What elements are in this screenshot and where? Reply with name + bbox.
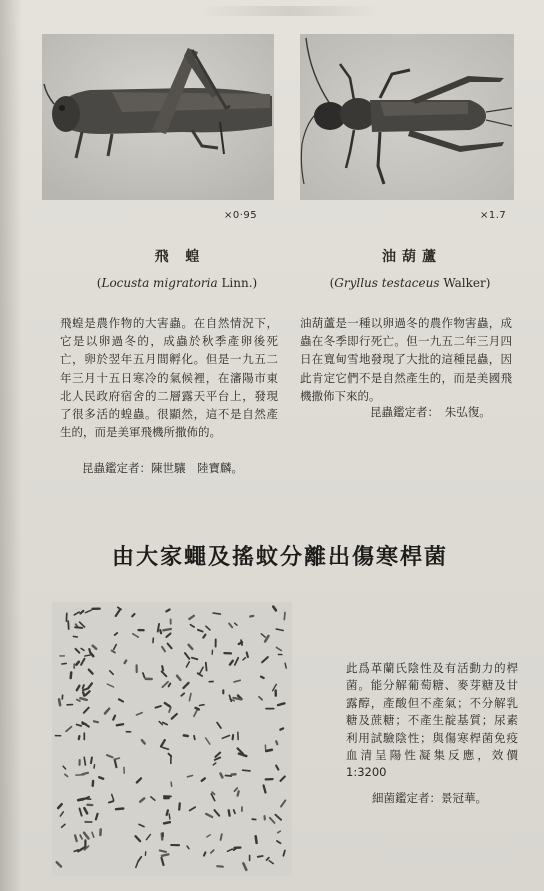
locust-binomial: Locusta migratoria [101, 276, 218, 290]
bacteria-description: 此爲革蘭氏陰性及有活動力的桿菌。能分解葡萄糖、麥芽糖及甘露醇，產酸但不產氣；不分解乳糖及蔗糖；不產生靛基質；尿素利用試驗陰性；與傷寒桿菌免疫血清呈陽性凝集反應，效價1:3200 [346, 661, 518, 780]
cricket-latin-name: (Gryllus testaceus Walker) [329, 276, 491, 290]
locust-photo [42, 34, 274, 200]
locust-latin-name: (Locusta migratoria Linn.) [96, 276, 258, 290]
bacteria-micrograph [52, 602, 292, 876]
locust-title: 飛 蝗 [154, 249, 206, 265]
page-edge-shadow [0, 0, 22, 891]
section-heading: 由大家蠅及搖蚊分離出傷寒桿菌 [111, 545, 448, 570]
bleed-through-text [200, 6, 380, 16]
cricket-photo [300, 34, 514, 200]
cricket-magnification: ×1.7 [480, 210, 507, 221]
cricket-identifier: 昆蟲鑑定者： 朱弘復。 [370, 405, 491, 419]
cricket-binomial: Gryllus testaceus [334, 276, 440, 290]
bacteria-identifier: 細菌鑑定者：景冠華。 [372, 791, 487, 805]
locust-description: 飛蝗是農作物的大害蟲。在自然情況下，它是以卵過冬的，成蟲於秋季產卵後死亡，卵於翌年五月間孵化。但是一九五二年三月十五日寒冷的氣候裡，在瀋陽市東北人民政府宿舍的二層露天平台上，發現了很多活的蝗蟲。很顯然，這不是自然產生的，而是美軍飛機所撒佈的。 [60, 316, 278, 440]
locust-identifier: 昆蟲鑑定者：陳世驤 陸寶麟。 [82, 461, 243, 475]
cricket-title: 油葫蘆 [382, 249, 442, 265]
cricket-description: 油葫蘆是一種以卵過冬的農作物害蟲，成蟲在冬季即行死亡。但一九五二年三月四日在寬甸雪地發現了大批的這種昆蟲，因此肯定它們不是自然產生的，而是美國飛機撒佈下來的。 [300, 316, 512, 403]
locust-magnification: ×0·95 [224, 210, 258, 221]
